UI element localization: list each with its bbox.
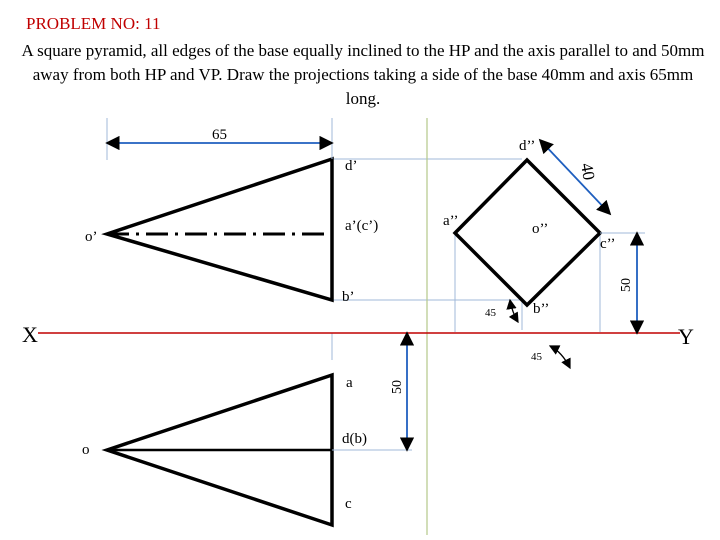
dim-40-label: 40 [577,161,599,182]
label-a-c-dash: a’(c’) [345,218,379,234]
label-angle-upper: 45 [485,307,496,319]
label-a-dd: a’’ [443,213,459,229]
label-o-dash: o’ [85,229,98,245]
label-angle-lower: 45 [531,351,542,363]
label-plan-c: c [345,496,352,512]
front-view [85,158,378,305]
top-view [82,375,367,525]
label-plan-a: a [346,375,353,391]
label-b-dd: b’’ [533,301,550,317]
x-label: X [22,322,38,347]
label-c-dd: c’’ [600,236,616,252]
label-o-dd: o’’ [532,221,549,237]
label-plan-db: d(b) [342,431,367,447]
problem-title: PROBLEM NO: 11 [26,14,161,33]
problem-statement: A square pyramid, all edges of the base equally inclined to the HP and the axis parallel to and 50mm away from both HP and VP. Draw the projections taking a side of the base 40mm and axis 65mm long. [21,41,705,108]
angle-arc-lower [550,346,570,368]
y-label: Y [678,324,694,349]
elevation-outline [107,159,332,300]
side-view-square [455,160,600,305]
label-d-dash: d’ [345,158,358,174]
dim-50-hp-label: 50 [390,380,405,394]
dimension-axis-length [107,118,332,160]
projector-lines [332,159,600,360]
dimension-base-side [540,140,610,214]
dim-65-label: 65 [212,127,227,143]
label-d-dd: d’’ [519,138,536,154]
label-b-dash: b’ [342,289,355,305]
angle-arc-upper [510,300,518,322]
dim-50-vp-label: 50 [619,278,634,292]
label-plan-o: o [82,442,90,458]
